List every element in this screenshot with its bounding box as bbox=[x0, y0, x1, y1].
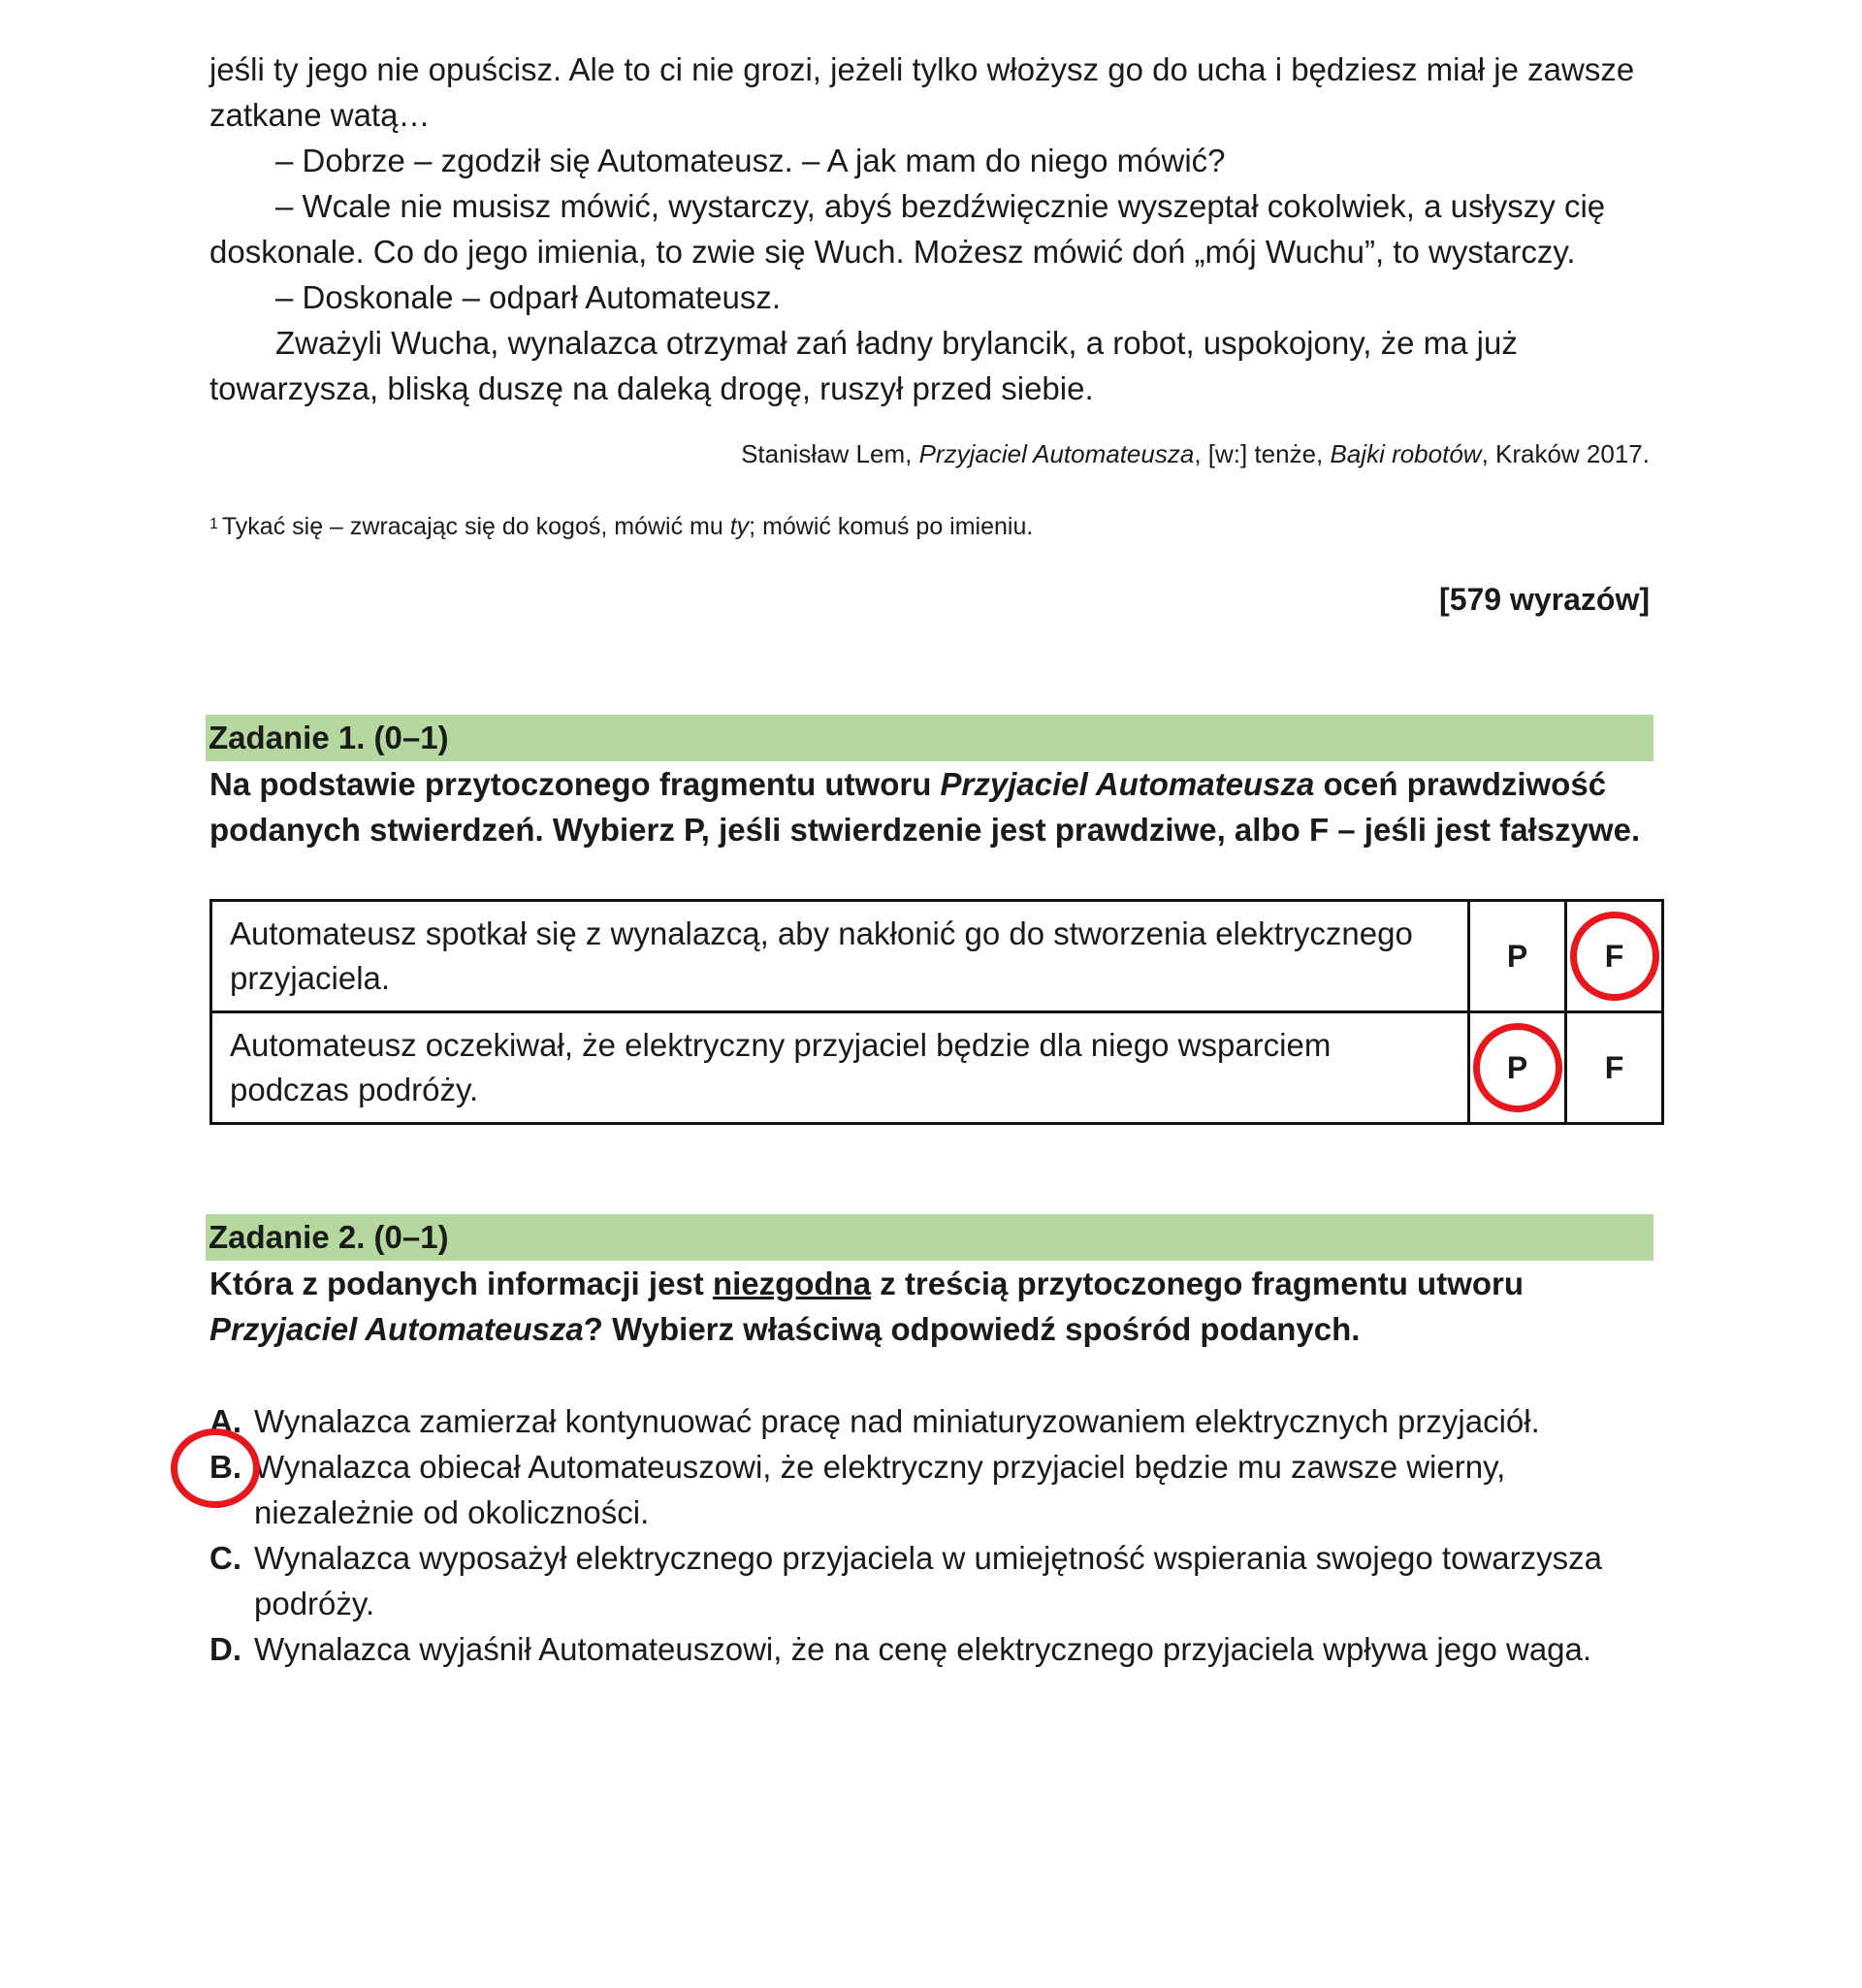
source-end: , Kraków 2017. bbox=[1481, 439, 1650, 468]
instruction-text-end: oceń prawdziwość podanych stwierdzeń. Wybierz P, jeśli stwierdzenie jest prawdziwe, albo F – jeśli jest fałszywe. bbox=[209, 766, 1641, 848]
statement-1: Automateusz spotkał się z wynalazcą, aby nakłonić go do stworzenia elektrycznego przyjaciela. bbox=[211, 901, 1469, 1012]
task-2-header: Zadanie 2. (0–1) bbox=[206, 1214, 1653, 1261]
option-label: P bbox=[1506, 1050, 1528, 1085]
answer-text: Wynalazca wyposażył elektrycznego przyjaciela w umiejętność wspierania swojego towarzysza podróży. bbox=[254, 1540, 1602, 1621]
source-book-title: Bajki robotów bbox=[1330, 439, 1482, 468]
answer-letter-text: A. bbox=[209, 1403, 241, 1439]
answer-letter bbox=[209, 1626, 254, 1672]
question-title: Przyjaciel Automateusza bbox=[209, 1311, 584, 1347]
answer-a[interactable] bbox=[209, 1398, 1650, 1444]
task-1-instruction bbox=[209, 761, 1650, 852]
true-false-table bbox=[209, 899, 1664, 1125]
footnote-number: 1 bbox=[209, 516, 218, 532]
answer-b[interactable] bbox=[209, 1444, 1650, 1535]
answer-text: Wynalazca wyjaśnił Automateuszowi, że na cenę elektrycznego przyjaciela wpływa jego waga. bbox=[254, 1631, 1592, 1667]
source-author: Stanisław Lem, bbox=[741, 439, 919, 468]
answer-c[interactable] bbox=[209, 1535, 1650, 1626]
passage-line: Zważyli Wucha, wynalazca otrzymał zań ładny brylancik, a robot, uspokojony, że ma już towarzysza, bliską duszę na daleką drogę, ruszył przed siebie. bbox=[209, 325, 1518, 406]
footnote-text: Tykać się – zwracając się do kogoś, mówić mu bbox=[221, 513, 730, 540]
answer-text: Wynalazca obiecał Automateuszowi, że elektryczny przyjaciel będzie mu zawsze wierny, niezależnie od okoliczności. bbox=[254, 1449, 1506, 1530]
footnote-italic: ty bbox=[729, 513, 750, 540]
source-citation bbox=[209, 436, 1650, 471]
instruction-text: Na podstawie przytoczonego fragmentu utworu bbox=[209, 766, 941, 802]
exam-page bbox=[209, 47, 1650, 1672]
story-passage bbox=[209, 47, 1650, 411]
passage-line: – Wcale nie musisz mówić, wystarczy, abyś bezdźwięcznie wyszeptał cokolwiek, a usłyszy cię doskonale. Co do jego imienia, to zwie się Wuch. Możesz mówić doń „mój Wuchu”, to wystarczy. bbox=[209, 188, 1606, 270]
word-count: [579 wyrazów] bbox=[1439, 582, 1650, 617]
answer-list bbox=[209, 1398, 1650, 1672]
passage-line: – Dobrze – zgodził się Automateusz. – A jak mam do niego mówić? bbox=[275, 143, 1226, 178]
option-label: F bbox=[1604, 939, 1624, 974]
option-f-row-2[interactable] bbox=[1566, 1012, 1663, 1124]
answer-letter-text: D. bbox=[209, 1631, 241, 1667]
task-1-header: Zadanie 1. (0–1) bbox=[206, 715, 1653, 761]
question-text-middle: z treścią przytoczonego fragmentu utworu bbox=[871, 1266, 1525, 1301]
question-text: Która z podanych informacji jest bbox=[209, 1266, 713, 1301]
footnote-text-end: ; mówić komuś po imieniu. bbox=[749, 513, 1034, 540]
task-2 bbox=[209, 1214, 1650, 1672]
option-f-row-1[interactable] bbox=[1566, 901, 1663, 1012]
option-label: F bbox=[1604, 1050, 1624, 1085]
answer-text: Wynalazca zamierzał kontynuować pracę nad miniaturyzowaniem elektrycznych przyjaciół. bbox=[254, 1403, 1540, 1439]
table-row bbox=[211, 901, 1663, 1012]
task-1 bbox=[209, 715, 1650, 1125]
answer-d[interactable] bbox=[209, 1626, 1650, 1672]
task-2-question bbox=[209, 1261, 1650, 1352]
table-row bbox=[211, 1012, 1663, 1124]
source-middle: , [w:] tenże, bbox=[1194, 439, 1331, 468]
answer-letter-text: C. bbox=[209, 1540, 241, 1576]
answer-letter bbox=[209, 1535, 254, 1581]
footnote bbox=[209, 508, 1650, 543]
source-work-title: Przyjaciel Automateusza bbox=[918, 439, 1195, 468]
option-p-row-2[interactable] bbox=[1469, 1012, 1566, 1124]
passage-line: jeśli ty jego nie opuścisz. Ale to ci nie grozi, jeżeli tylko włożysz go do ucha i będziesz miał je zawsze zatkane watą… bbox=[209, 51, 1635, 133]
answer-letter bbox=[209, 1398, 254, 1444]
instruction-title: Przyjaciel Automateusza bbox=[940, 766, 1315, 802]
answer-letter-text: B. bbox=[209, 1449, 241, 1485]
passage-line: – Doskonale – odparł Automateusz. bbox=[275, 279, 781, 315]
question-underlined: niezgodna bbox=[712, 1266, 872, 1301]
question-text-end: ? Wybierz właściwą odpowiedź spośród podanych. bbox=[583, 1311, 1361, 1347]
option-label: P bbox=[1506, 939, 1528, 974]
statement-2: Automateusz oczekiwał, że elektryczny przyjaciel będzie dla niego wsparciem podczas podróży. bbox=[211, 1012, 1469, 1124]
answer-letter bbox=[209, 1444, 254, 1490]
option-p-row-1[interactable] bbox=[1469, 901, 1566, 1012]
